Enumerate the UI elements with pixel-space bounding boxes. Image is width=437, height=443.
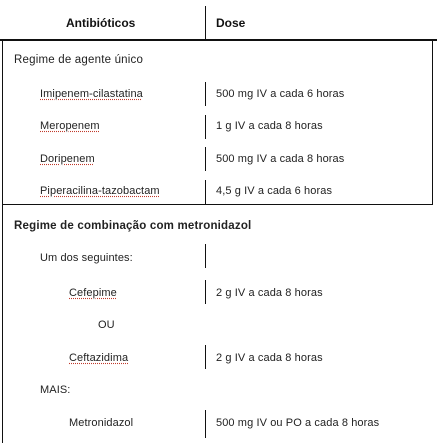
row-divider <box>205 280 206 304</box>
row-divider <box>205 147 206 171</box>
header-bottom-rule <box>0 39 437 41</box>
combination-intro: Um dos seguintes: <box>40 252 133 264</box>
drug-name: Ceftazidima <box>69 352 129 364</box>
header-antibiotics: Antibióticos <box>66 16 136 30</box>
drug-name: Piperacilina-tazobactam <box>40 185 160 197</box>
row-divider <box>205 410 206 438</box>
row-divider <box>205 345 206 369</box>
drug-dose: 500 mg IV ou PO a cada 8 horas <box>216 417 380 429</box>
single-agent-title: Regime de agente único <box>14 54 144 66</box>
row-divider <box>205 244 206 268</box>
row-divider <box>205 180 206 204</box>
row-divider <box>205 115 206 139</box>
drug-dose: 2 g IV a cada 8 horas <box>216 287 323 299</box>
drug-name: Imipenem-cilastatina <box>40 88 143 100</box>
drug-name: Meropenem <box>40 120 100 132</box>
row-divider <box>205 82 206 106</box>
plus-label: MAIS: <box>40 384 71 396</box>
section-border-right <box>432 40 433 205</box>
combination-title: Regime de combinação com metronidazol <box>14 220 252 232</box>
single-agent-bottom-rule <box>2 204 433 205</box>
header-dose: Dose <box>216 16 246 30</box>
drug-dose: 4,5 g IV a cada 6 horas <box>216 185 333 197</box>
header-divider <box>205 6 206 40</box>
drug-dose: 500 mg IV a cada 6 horas <box>216 88 345 100</box>
drug-dose: 500 mg IV a cada 8 horas <box>216 153 345 165</box>
or-label: OU <box>98 319 115 331</box>
drug-dose: 1 g IV a cada 8 horas <box>216 120 323 132</box>
drug-name: Metronidazol <box>69 417 134 429</box>
drug-name: Cefepime <box>69 287 117 299</box>
drug-dose: 2 g IV a cada 8 horas <box>216 352 323 364</box>
section-border-left <box>2 40 3 443</box>
drug-name: Doripenem <box>40 153 95 165</box>
